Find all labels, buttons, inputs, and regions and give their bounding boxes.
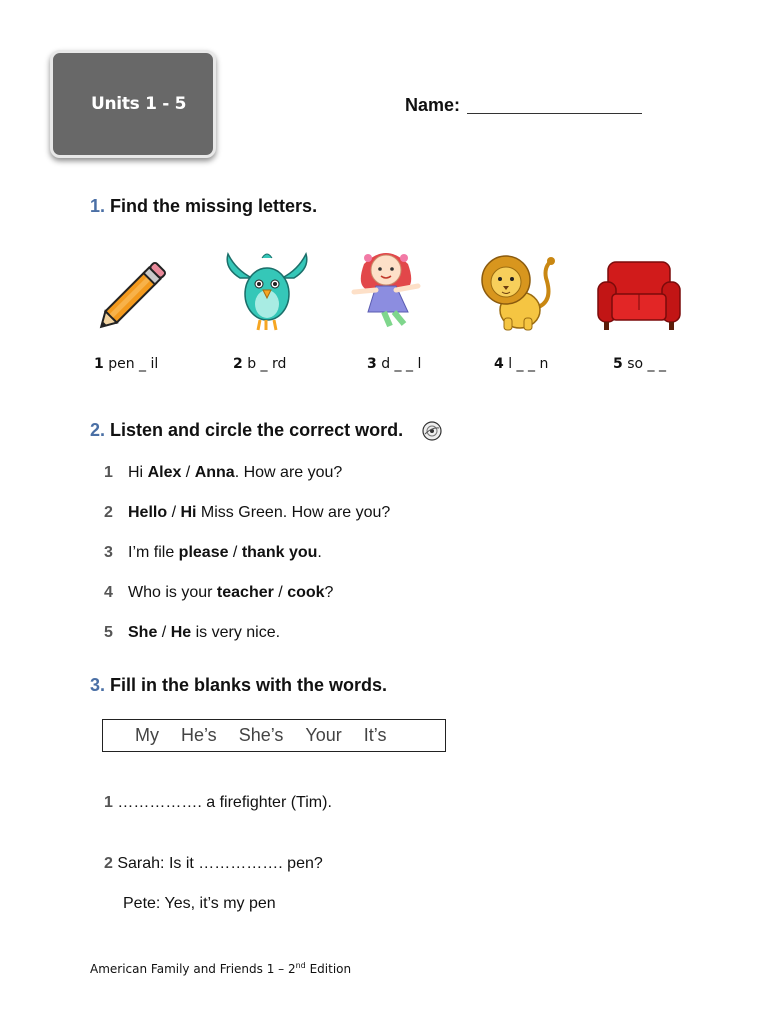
section-2-heading <box>90 420 403 441</box>
option-hi[interactable]: Hi <box>180 504 197 521</box>
option-please[interactable]: please <box>178 544 229 561</box>
bird-label: 2 b _ rd <box>233 356 287 372</box>
units-label: Units 1 - 5 <box>91 94 187 114</box>
word-bank-item: She’s <box>238 725 284 745</box>
doll-label: 3 d _ _ l <box>367 356 422 372</box>
option-she[interactable]: She <box>128 624 158 641</box>
section-3-title: Fill in the blanks with the words. <box>110 675 388 695</box>
listen-item-2: 2 Hello / Hi Miss Green. How are you? <box>104 504 391 521</box>
word-bank-item: My <box>135 725 159 745</box>
sofa-picture <box>594 252 684 342</box>
listen-item-5: 5 She / He is very nice. <box>104 624 281 641</box>
listen-item-4: 4 Who is your teacher / cook? <box>104 584 334 601</box>
pencil-label: 1 pen _ il <box>94 356 159 372</box>
section-1-title: Find the missing letters. <box>110 196 318 216</box>
section-3-number: 3. <box>90 675 106 695</box>
section-3-heading <box>90 675 387 696</box>
fill-item-2: 2 Sarah: Is it ……………. pen? <box>104 855 323 872</box>
lion-picture <box>474 248 564 338</box>
bird-picture <box>222 248 312 338</box>
name-label: Name: <box>405 95 461 115</box>
word-bank-item: It’s <box>363 725 387 745</box>
word-bank-item: Your <box>305 725 342 745</box>
listen-item-1: 1 Hi Alex / Anna. How are you? <box>104 464 343 481</box>
sofa-label: 5 so _ _ <box>613 356 666 372</box>
option-anna[interactable]: Anna <box>194 464 235 481</box>
option-hello[interactable]: Hello <box>128 504 168 521</box>
option-teacher[interactable]: teacher <box>216 584 274 601</box>
section-1-number: 1. <box>90 196 106 216</box>
section-1-heading <box>90 196 317 217</box>
lion-label: 4 l _ _ n <box>494 356 549 372</box>
section-2-number: 2. <box>90 420 106 440</box>
option-alex[interactable]: Alex <box>147 464 182 481</box>
word-bank <box>102 719 446 752</box>
section-2-title: Listen and circle the correct word. <box>110 420 404 440</box>
doll-picture <box>346 246 436 336</box>
name-answer-line <box>467 100 642 114</box>
option-cook[interactable]: cook <box>287 584 325 601</box>
listen-item-3: 3 I’m file please / thank you. <box>104 544 322 561</box>
footer-credit: American Family and Friends 1 – 2nd Edition <box>90 961 352 976</box>
option-he[interactable]: He <box>170 624 192 641</box>
fill-item-1: 1 ……………. a firefighter (Tim). <box>104 794 332 811</box>
cd-icon[interactable] <box>422 421 442 441</box>
option-thank-you[interactable]: thank you <box>241 544 318 561</box>
fill-item-2-reply: Pete: Yes, it’s my pen <box>123 895 276 912</box>
pencil-picture <box>88 250 178 340</box>
word-bank-item: He’s <box>181 725 217 745</box>
